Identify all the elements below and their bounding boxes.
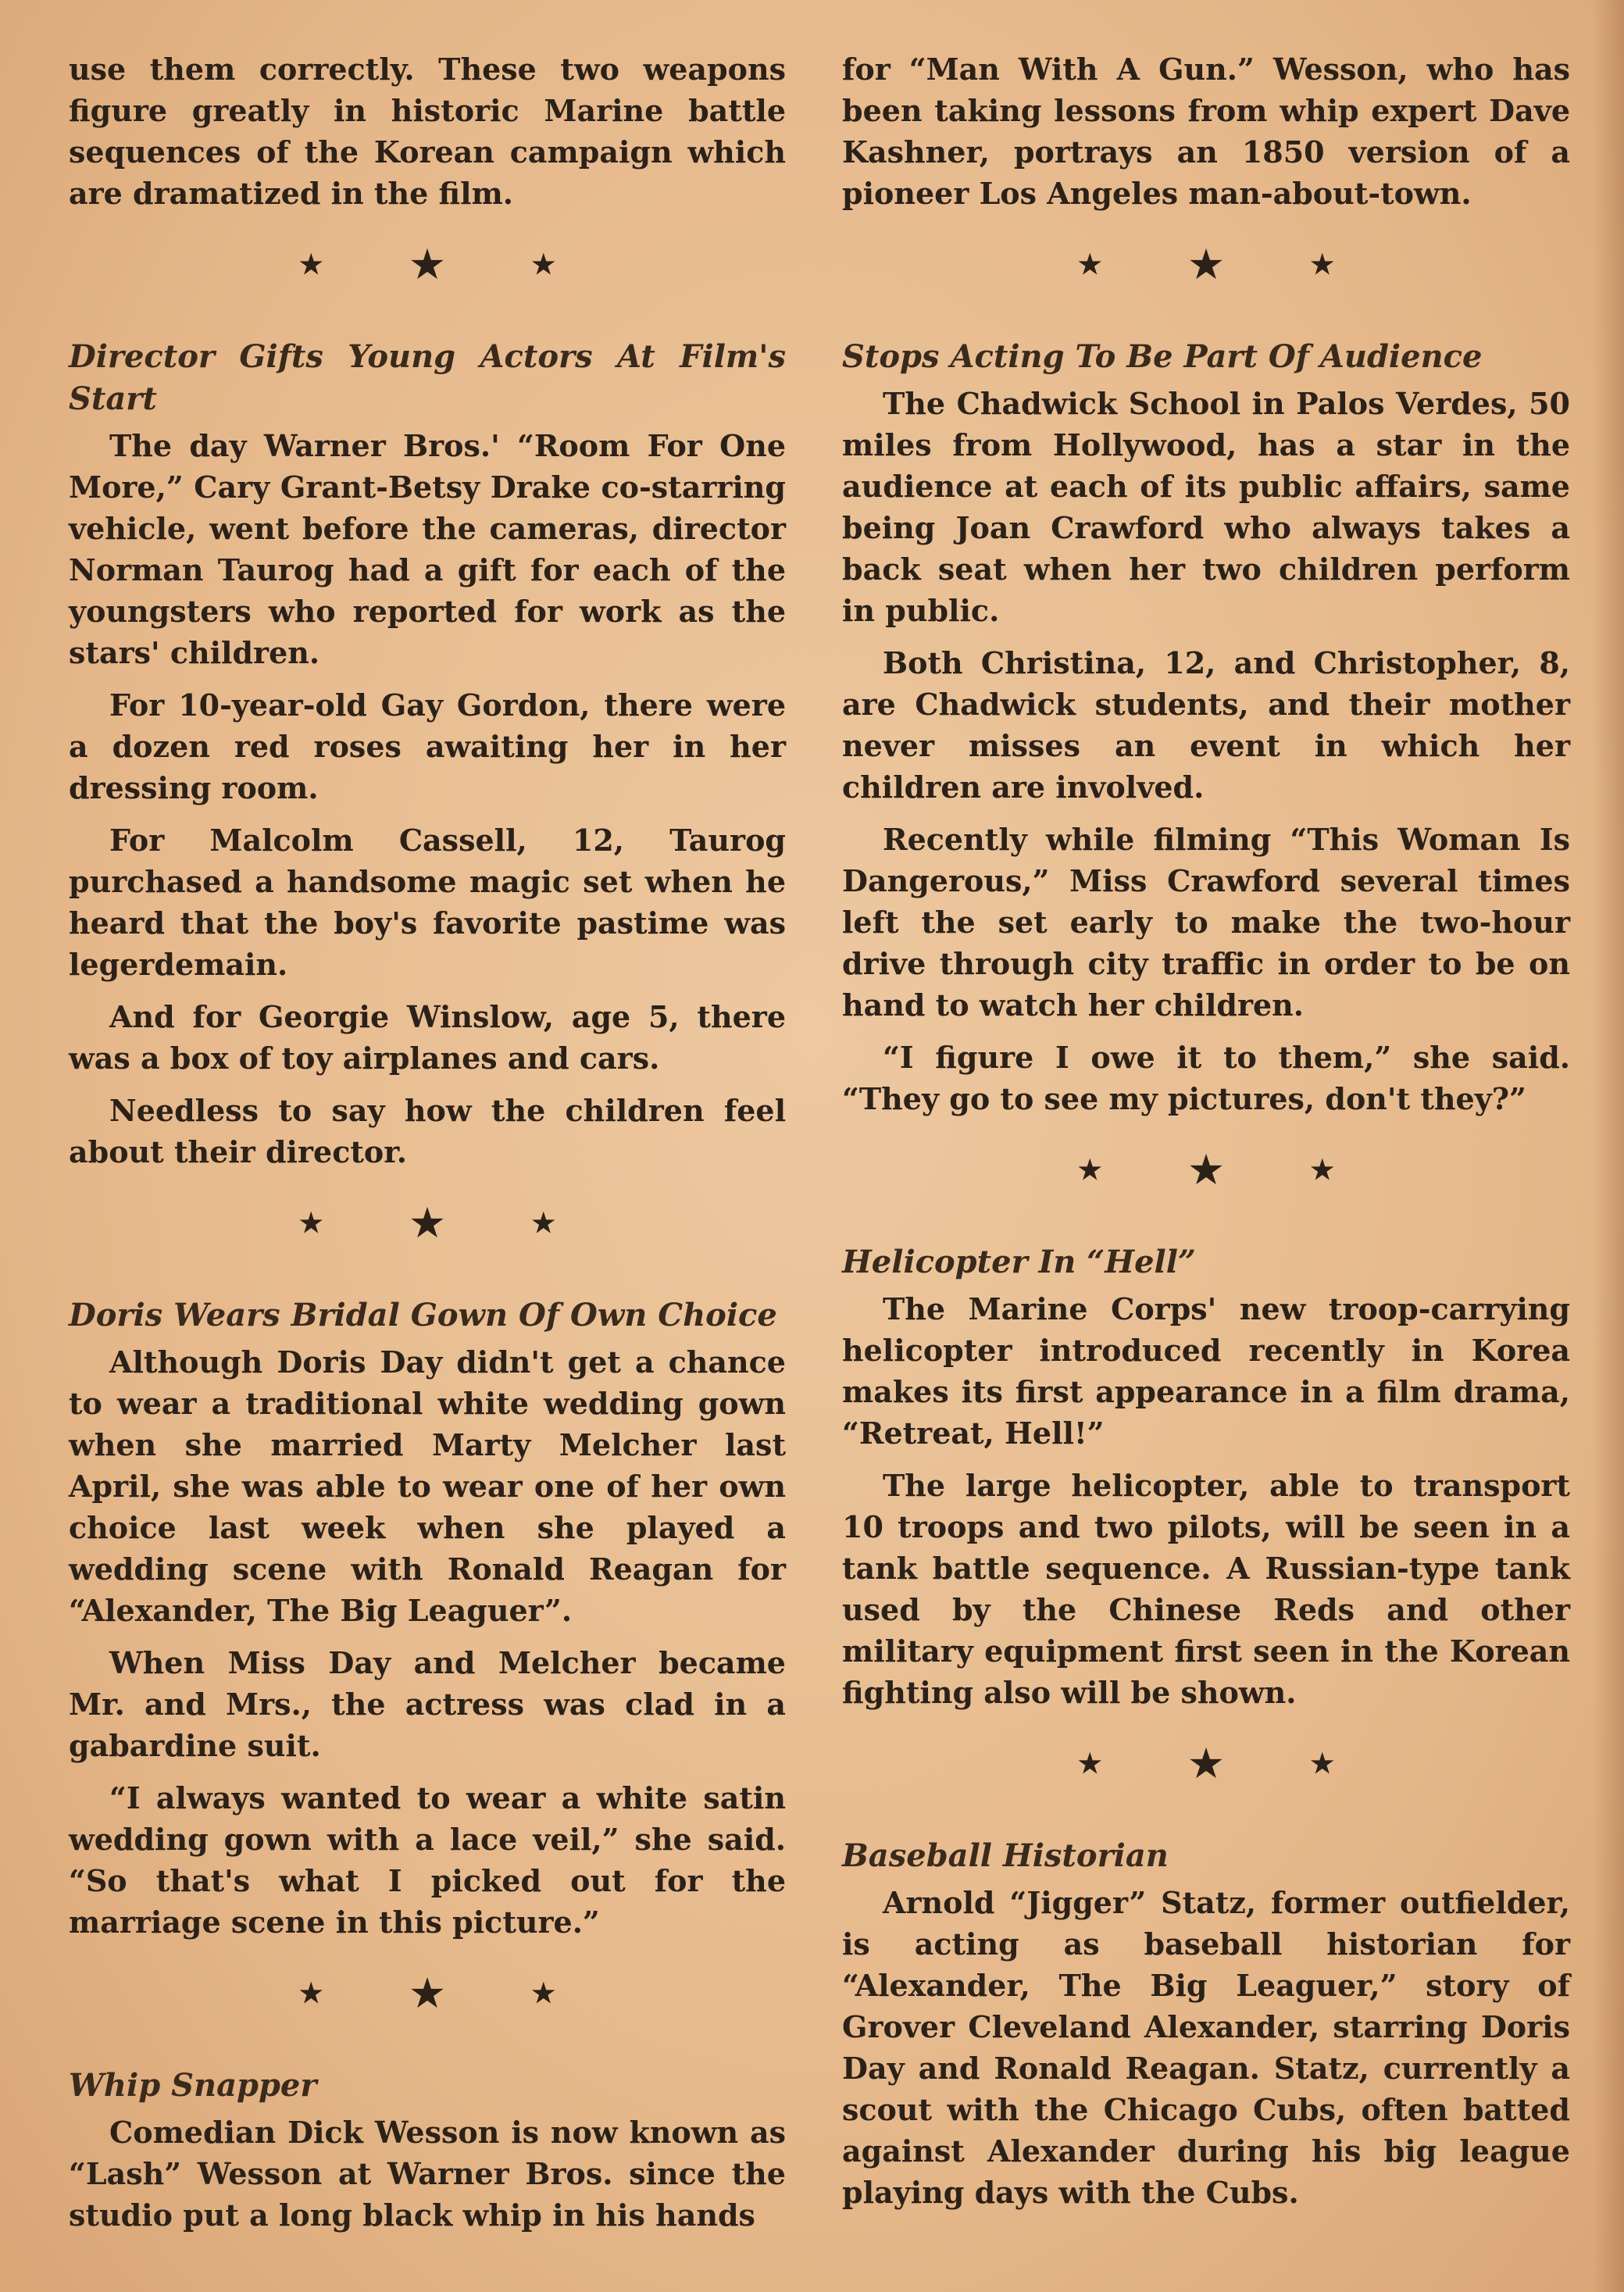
article-paragraph: Arnold “Jigger” Statz, former outfielder, is acting as baseball historian for “Alexander, The Big Leaguer,” story of Grover Cleveland Alexander, starring Doris Day and Ronald Reagan. Statz, currently a scout with the Chicago Cubs, often batted against Alexander during his big league playing days with the Cubs. [842, 1885, 1570, 2210]
article-heading: Stops Acting To Be Part Of Audience [842, 338, 1483, 375]
star-divider [69, 1187, 786, 1257]
article-paragraph: For Malcolm Cassell, 12, Taurog purchased a handsome magic set when he heard that the boy's favorite pastime was legerdemain. [69, 823, 786, 982]
article-paragraph: The large helicopter, able to transport 10 troops and two pilots, will be seen in a tank battle sequence. A Russian-type tank used by the Chinese Reds and other military equipment first seen in the Korean fighting also will be shown. [842, 1468, 1570, 1710]
star-icon: ★ [299, 249, 323, 280]
article-whip-snapper [69, 2065, 786, 2236]
intro-paragraph: use them correctly. These two weapons figure greatly in historic Marine battle sequences of the Korean campaign which are dramatized in the film. [69, 52, 786, 211]
star-divider [69, 228, 786, 298]
article-paragraph: For 10-year-old Gay Gordon, there were a dozen red roses awaiting her in her dressing room. [69, 687, 786, 805]
article-paragraph: Recently while filming “This Woman Is Dangerous,” Miss Crawford several times left the set early to make the two-hour drive through city traffic in order to be on hand to watch her children. [842, 822, 1570, 1023]
article-baseball-historian [842, 1835, 1570, 2213]
article-heading: Baseball Historian [842, 1837, 1169, 1874]
star-icon: ★ [1189, 243, 1223, 287]
article-heading: Whip Snapper [69, 2067, 317, 2104]
intro-paragraph: for “Man With A Gun.” Wesson, who has been taking lessons from whip expert Dave Kashner, portrays an 1850 version of a pioneer Los Angeles man-about-town. [842, 52, 1570, 211]
star-icon: ★ [1310, 249, 1334, 280]
star-divider [69, 1957, 786, 2027]
article-paragraph: The Chadwick School in Palos Verdes, 50 miles from Hollywood, has a star in the audience at each of its public affairs, same being Joan Crawford who always takes a back seat when her two children perform in public. [842, 386, 1570, 628]
star-icon: ★ [1078, 1155, 1102, 1186]
star-icon: ★ [1310, 1155, 1334, 1186]
article-paragraph: “I always wanted to wear a white satin wedding gown with a lace veil,” she said. “So that's what I picked out for the marriage scene in this picture.” [69, 1780, 786, 1940]
left-column [69, 48, 786, 2247]
article-heading: Director Gifts Young Actors At Film's Start [69, 338, 786, 417]
star-icon: ★ [531, 1208, 555, 1239]
star-icon: ★ [531, 1978, 555, 2009]
right-column [842, 48, 1570, 2224]
star-divider [842, 1134, 1570, 1204]
star-icon: ★ [1078, 1748, 1102, 1780]
star-icon: ★ [410, 243, 444, 287]
article-paragraph: The day Warner Bros.' “Room For One More,” Cary Grant-Betsy Drake co-starring vehicle, went before the cameras, director Norman Taurog had a gift for each of the youngsters who reported for work as the stars' children. [69, 428, 786, 670]
article-paragraph: “I figure I owe it to them,” she said. “They go to see my pictures, don't they?” [842, 1040, 1570, 1116]
star-icon: ★ [531, 249, 555, 280]
star-icon: ★ [1189, 1148, 1223, 1192]
page-edge-shadow [1593, 0, 1624, 2292]
star-icon: ★ [299, 1978, 323, 2009]
article-paragraph: When Miss Day and Melcher became Mr. and Mrs., the actress was clad in a gabardine suit. [69, 1645, 786, 1763]
star-divider [842, 1727, 1570, 1798]
article-paragraph: Although Doris Day didn't get a chance to wear a traditional white wedding gown when she married Marty Melcher last April, she was able to wear one of her own choice last week when she played a wedding scene with Ronald Reagan for “Alexander, The Big Leaguer”. [69, 1344, 786, 1628]
article-paragraph: Needless to say how the children feel about their director. [69, 1093, 786, 1169]
star-icon: ★ [1189, 1742, 1223, 1786]
article-helicopter-in-hell [842, 1241, 1570, 1713]
star-icon: ★ [1078, 249, 1102, 280]
star-icon: ★ [1310, 1748, 1334, 1780]
star-icon: ★ [410, 1201, 444, 1245]
star-icon: ★ [299, 1208, 323, 1239]
article-heading: Doris Wears Bridal Gown Of Own Choice [69, 1297, 777, 1333]
article-paragraph: The Marine Corps' new troop-carrying helicopter introduced recently in Korea makes its first appearance in a film drama, “Retreat, Hell!” [842, 1291, 1570, 1451]
article-paragraph: Both Christina, 12, and Christopher, 8, are Chadwick students, and their mother never misses an event in which her children are involved. [842, 645, 1570, 805]
article-director-gifts [69, 336, 786, 1173]
star-divider [842, 228, 1570, 298]
article-stops-acting [842, 336, 1570, 1119]
star-icon: ★ [410, 1972, 444, 2015]
article-heading: Helicopter In “Hell” [842, 1244, 1196, 1280]
column-gutter [812, 0, 814, 2292]
article-paragraph: And for Georgie Winslow, age 5, there was a box of toy airplanes and cars. [69, 999, 786, 1076]
article-doris-bridal-gown [69, 1294, 786, 1943]
article-paragraph: Comedian Dick Wesson is now known as “Lash” Wesson at Warner Bros. since the studio put a long black whip in his hands [69, 2115, 786, 2233]
